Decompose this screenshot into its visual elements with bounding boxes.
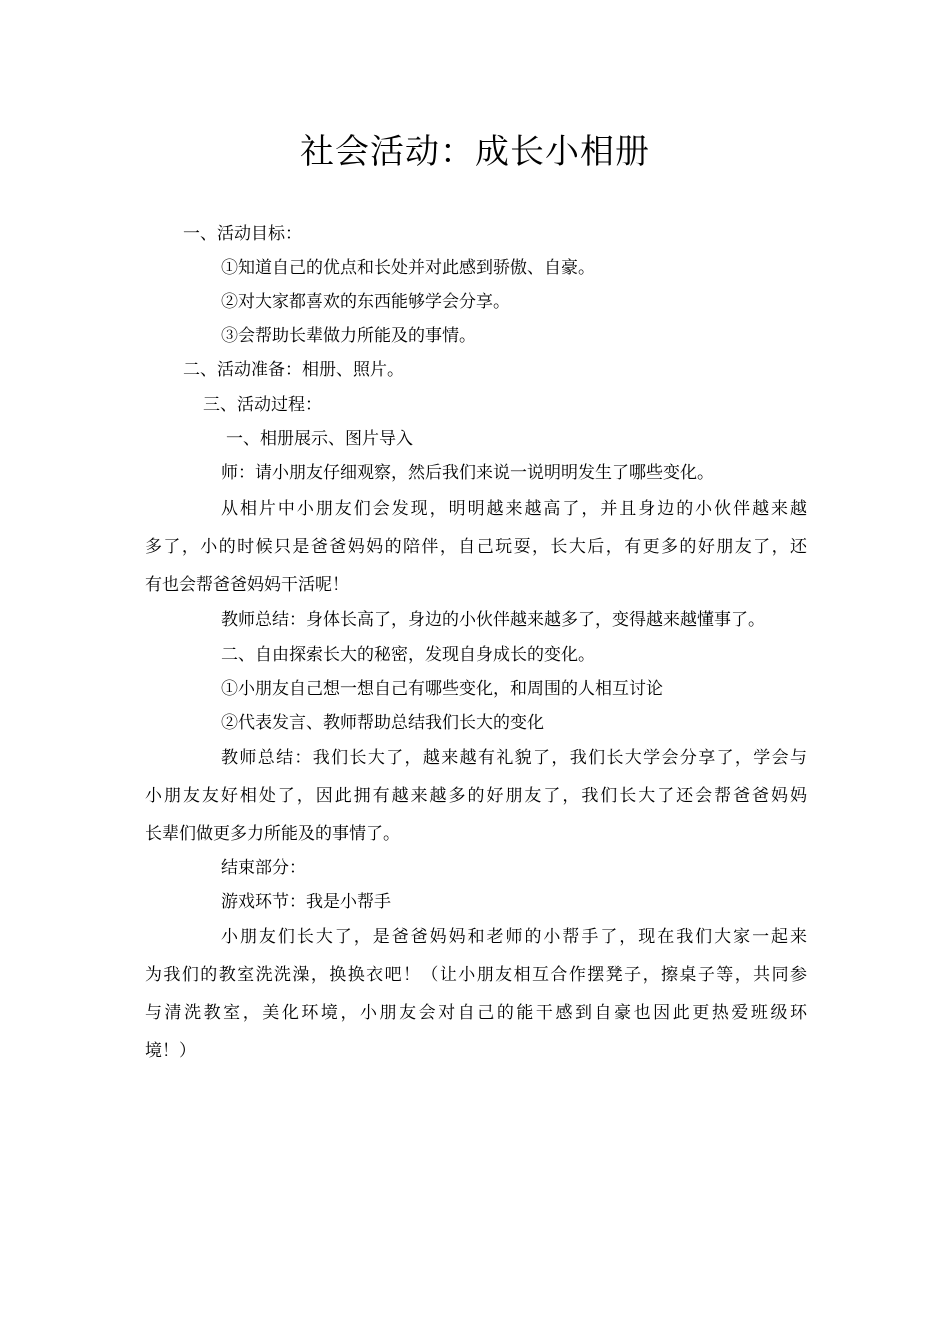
goal-item: ②对大家都喜欢的东西能够学会分享。 <box>221 292 510 312</box>
paragraph-line: 小朋友友好相处了，因此拥有越来越多的好朋友了，我们长大了还会帮爸爸妈妈 <box>145 786 807 806</box>
paragraph-line: 师：请小朋友仔细观察，然后我们来说一说明明发生了哪些变化。 <box>221 463 714 483</box>
paragraph-line: 与清洗教室，美化环境，小朋友会对自己的能干感到自豪也因此更热爱班级环 <box>145 1003 807 1023</box>
paragraph-line: 游戏环节：我是小帮手 <box>221 892 391 912</box>
goal-item: ①知道自己的优点和长处并对此感到骄傲、自豪。 <box>221 258 595 278</box>
section-heading-goals: 一、活动目标： <box>183 224 302 244</box>
paragraph-line: 境！） <box>145 1041 196 1061</box>
paragraph-line: 小朋友们长大了，是爸爸妈妈和老师的小帮手了，现在我们大家一起来 <box>221 927 807 947</box>
paragraph-line: 多了，小的时候只是爸爸妈妈的陪伴，自己玩耍，长大后，有更多的好朋友了，还 <box>145 537 807 557</box>
page-title: 社会活动：成长小相册 <box>300 132 650 172</box>
paragraph-line: 教师总结：我们长大了，越来越有礼貌了，我们长大学会分享了，学会与 <box>221 748 807 768</box>
section-heading-preparation: 二、活动准备：相册、照片。 <box>183 360 404 380</box>
paragraph-line: 教师总结：身体长高了，身边的小伙伴越来越多了，变得越来越懂事了。 <box>221 610 765 630</box>
list-item: ①小朋友自己想一想自己有哪些变化，和周围的人相互讨论 <box>221 679 663 699</box>
paragraph-line: 长辈们做更多力所能及的事情了。 <box>145 824 400 844</box>
subsection-heading: 二、自由探索长大的秘密，发现自身成长的变化。 <box>221 645 595 665</box>
subsection-heading: 一、相册展示、图片导入 <box>226 429 413 449</box>
paragraph-line: 为我们的教室洗洗澡，换换衣吧！（让小朋友相互合作摆凳子，擦桌子等，共同参 <box>145 965 807 985</box>
paragraph-line: 有也会帮爸爸妈妈干活呢！ <box>145 575 349 595</box>
paragraph-line: 结束部分： <box>221 858 306 878</box>
goal-item: ③会帮助长辈做力所能及的事情。 <box>221 326 476 346</box>
section-heading-process: 三、活动过程： <box>203 395 322 415</box>
paragraph-line: 从相片中小朋友们会发现，明明越来越高了，并且身边的小伙伴越来越 <box>221 499 807 519</box>
list-item: ②代表发言、教师帮助总结我们长大的变化 <box>221 713 544 733</box>
